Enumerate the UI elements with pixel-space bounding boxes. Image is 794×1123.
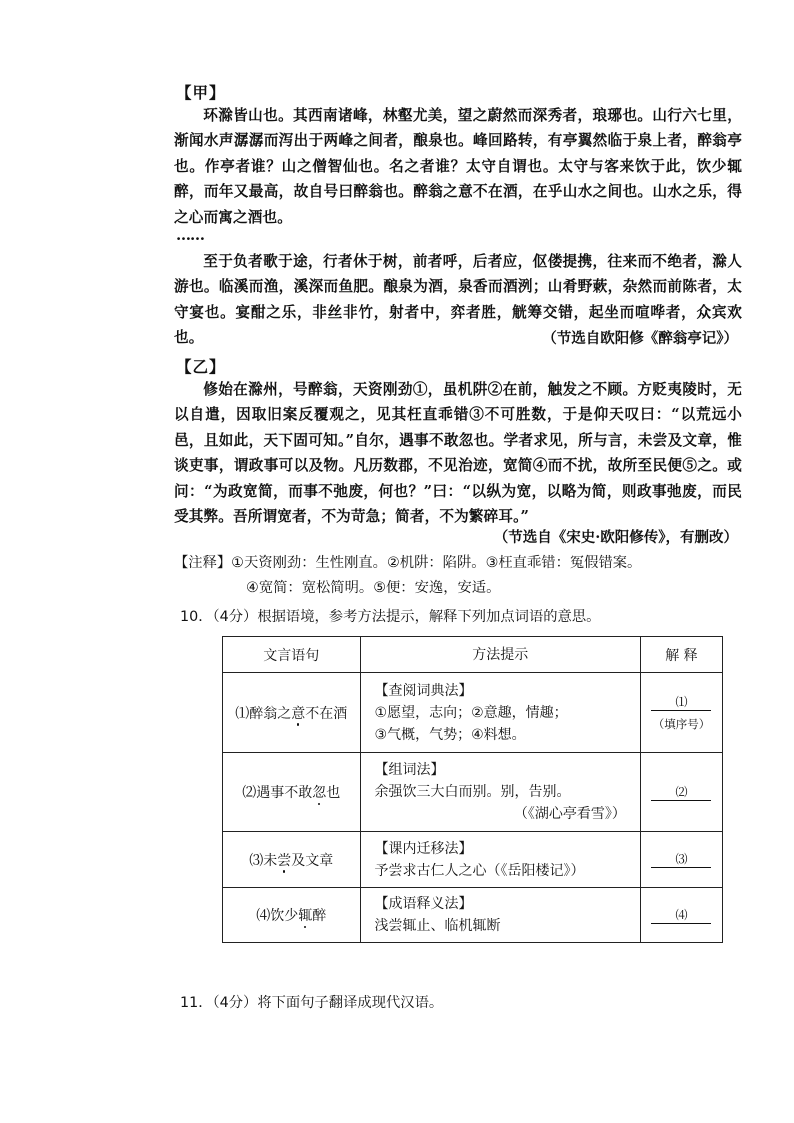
- row3-answer-blank[interactable]: ⑶: [651, 852, 711, 868]
- table-row: [223, 673, 723, 753]
- row1-method: 【查阅词典法】 ①愿望，志向；②意趣，情趣； ③气概，气势；④料想。: [360, 673, 640, 753]
- passage-a-ellipsis: ……: [176, 226, 204, 244]
- row4-dotted-word: 辄: [298, 908, 313, 924]
- header-sentence: 文言语句: [223, 637, 361, 673]
- table-row: [223, 753, 723, 832]
- row3-dotted-word: 尝: [277, 852, 292, 869]
- row1-answer: [640, 673, 722, 753]
- row4-answer: [640, 888, 722, 943]
- table-row: [223, 832, 723, 888]
- row1-sentence: ⑴醉翁之意不在酒: [223, 673, 361, 753]
- row1-answer-hint: （填序号）: [652, 716, 711, 731]
- passage-a-paragraph-1: 环滁皆山也。其西南诸峰，林壑尤美，望之蔚然而深秀者，琅琊也。山行六七里，渐闻水声潺潺而泻出于两峰之间者，酿泉也。峰回路转，有亭翼然临于泉上者，醉翁亭也。作亭者谁？山之僧智仙也。名之者谁？太守自谓也。太守与客来饮于此，饮少辄醉，而年又最高，故自号曰醉翁也。醉翁之意不在酒，在乎山水之间也。山水之乐，得之心而寓之酒也。: [174, 107, 742, 226]
- row3-answer: [640, 832, 722, 888]
- notes-line-1: 【注释】①天资刚劲：生性刚直。②机阱：陷阱。③枉直乖错：冤假错案。: [174, 555, 642, 571]
- row2-answer: [640, 753, 722, 832]
- question-10-table: [222, 636, 723, 943]
- passage-a-paragraph-2: 至于负者歌于途，行者休于树，前者呼，后者应，伛偻提携，往来而不绝者，滁人游也。临溪而渔，溪深而鱼肥。酿泉为酒，泉香而酒洌；山肴野蔌，杂然而前陈者，太守宴也。宴酣之乐，非丝非竹，射者中，弈者胜，觥筹交错，起坐而喧哗者，众宾欢也。: [174, 253, 742, 347]
- row2-sentence: ⑵遇事不敢忽也: [223, 753, 361, 832]
- passage-b-source: （节选自《宋史·欧阳修传》，有删改）: [493, 529, 738, 546]
- row2-method: 【组词法】 余强饮三大白而别。别，告别。 （《湖心亭看雪》）: [360, 753, 640, 832]
- passage-a-label: 【甲】: [176, 83, 226, 102]
- header-method: 方法提示: [360, 637, 640, 673]
- passage-a-source: （节选自欧阳修《醉翁亭记》）: [542, 330, 738, 347]
- question-11-prompt: 11．（4分）将下面句子翻译成现代汉语。: [180, 995, 444, 1011]
- row1-dotted-word: 意: [291, 705, 306, 722]
- row2-answer-blank[interactable]: ⑵: [651, 785, 711, 801]
- row3-method: 【课内迁移法】 予尝求古仁人之心（《岳阳楼记》）: [360, 832, 640, 888]
- header-answer: 解 释: [640, 637, 722, 673]
- row1-answer-blank[interactable]: ⑴: [651, 695, 711, 711]
- row4-sentence: ⑷饮少辄醉: [223, 888, 361, 943]
- passage-b-paragraph: 修始在滁州，号醉翁，天资刚劲①，虽机阱②在前，触发之不顾。方贬夷陵时，无以自遣，因取旧案反覆观之，见其枉直乖错③不可胜数，于是仰天叹曰：“以荒远小邑，且如此，天下固可知。”自尔，遇事不敢忽也。学者求见，所与言，未尝及文章，惟谈吏事，谓政事可以及物。凡历数郡，不见治迹，宽简④而不扰，故所至民便⑤之。或问：“为政宽简，而事不弛废，何也？”曰：“以纵为宽，以略为简，则政事弛废，而民受其弊。吾所谓宽者，不为苛急；简者，不为繁碎耳。”: [174, 381, 742, 526]
- notes-line-2: ④宽简：宽松简明。⑤便：安逸，安适。: [246, 580, 501, 596]
- table-header-row: [223, 637, 723, 673]
- table-row: [223, 888, 723, 943]
- row2-dotted-word: 忽: [312, 785, 327, 801]
- question-10-prompt: 10．（4分）根据语境，参考方法提示，解释下列加点词语的意思。: [180, 609, 601, 625]
- row4-method: 【成语释义法】 浅尝辄止、临机辄断: [360, 888, 640, 943]
- row4-answer-blank[interactable]: ⑷: [651, 908, 711, 924]
- passage-b-label: 【乙】: [176, 357, 226, 376]
- row3-sentence: ⑶未尝及文章: [223, 832, 361, 888]
